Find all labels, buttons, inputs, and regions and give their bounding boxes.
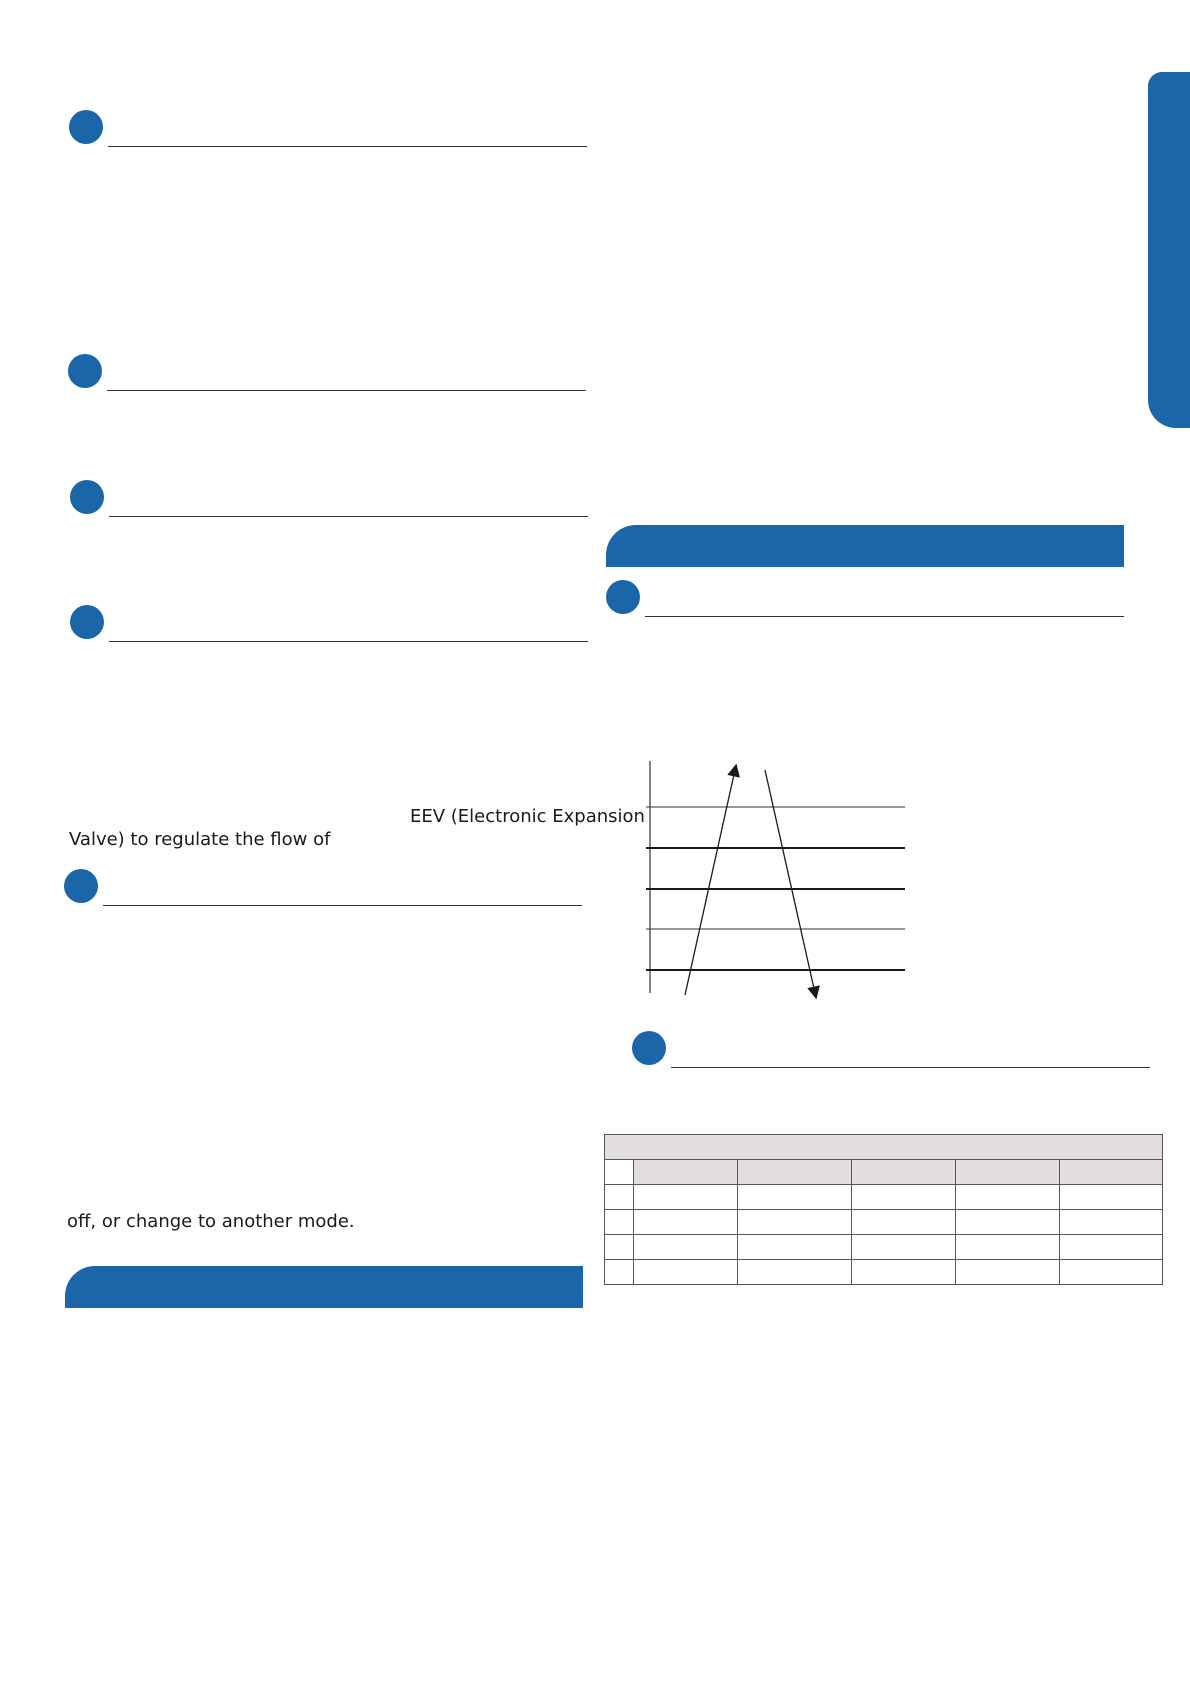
section-bullet-7 (632, 1031, 666, 1065)
table-header-corner (605, 1160, 634, 1185)
table-cell (956, 1235, 1060, 1260)
table-title-row (605, 1135, 1163, 1160)
section-header-band-right (606, 525, 1124, 567)
table-header-cell (852, 1160, 956, 1185)
table-cell (738, 1260, 852, 1285)
table-cell (738, 1235, 852, 1260)
section-heading-rule-4 (109, 641, 588, 642)
section-heading-rule-2 (107, 390, 586, 391)
table-cell (1060, 1210, 1163, 1235)
table-cell (852, 1210, 956, 1235)
diagram-falling-arrow (765, 770, 815, 993)
section-heading-rule-5 (103, 905, 582, 906)
data-table (604, 1134, 1163, 1285)
table-cell (634, 1185, 738, 1210)
table-cell (852, 1235, 956, 1260)
table-cell (956, 1260, 1060, 1285)
table-row (605, 1260, 1163, 1285)
table-cell (634, 1260, 738, 1285)
side-section-tab (1148, 72, 1190, 428)
table-cell (1060, 1185, 1163, 1210)
table-title-cell (605, 1135, 1163, 1160)
valve-text-fragment: Valve) to regulate the flow of (69, 829, 331, 850)
section-heading-rule-1 (108, 146, 587, 147)
table-cell (738, 1210, 852, 1235)
section-bullet-4 (70, 605, 104, 639)
table-cell (852, 1260, 956, 1285)
table-header-cell (956, 1160, 1060, 1185)
table-cell (605, 1185, 634, 1210)
section-bullet-5 (64, 869, 98, 903)
table-cell (852, 1185, 956, 1210)
table-cell (634, 1235, 738, 1260)
table-header-cell (1060, 1160, 1163, 1185)
table-header-row (605, 1160, 1163, 1185)
table-cell (605, 1235, 634, 1260)
section-bullet-1 (69, 110, 103, 144)
section-header-band-left (65, 1266, 583, 1308)
table-row (605, 1210, 1163, 1235)
section-bullet-2 (68, 354, 102, 388)
eev-text-fragment: EEV (Electronic Expansion (410, 806, 645, 827)
diagram-rising-arrow (685, 770, 735, 995)
section-heading-rule-7 (671, 1067, 1150, 1068)
table-row (605, 1235, 1163, 1260)
table-cell (605, 1210, 634, 1235)
mode-text-fragment: off, or change to another mode. (67, 1211, 355, 1232)
frequency-diagram (640, 755, 920, 1005)
section-heading-rule-3 (109, 516, 588, 517)
section-bullet-3 (70, 480, 104, 514)
table-cell (956, 1185, 1060, 1210)
table-cell (605, 1260, 634, 1285)
table-cell (956, 1210, 1060, 1235)
table-cell (738, 1185, 852, 1210)
table-header-cell (738, 1160, 852, 1185)
table-header-cell (634, 1160, 738, 1185)
table-cell (634, 1210, 738, 1235)
table-cell (1060, 1235, 1163, 1260)
table-cell (1060, 1260, 1163, 1285)
section-bullet-6 (606, 580, 640, 614)
section-heading-rule-6 (645, 616, 1124, 617)
table-row (605, 1185, 1163, 1210)
